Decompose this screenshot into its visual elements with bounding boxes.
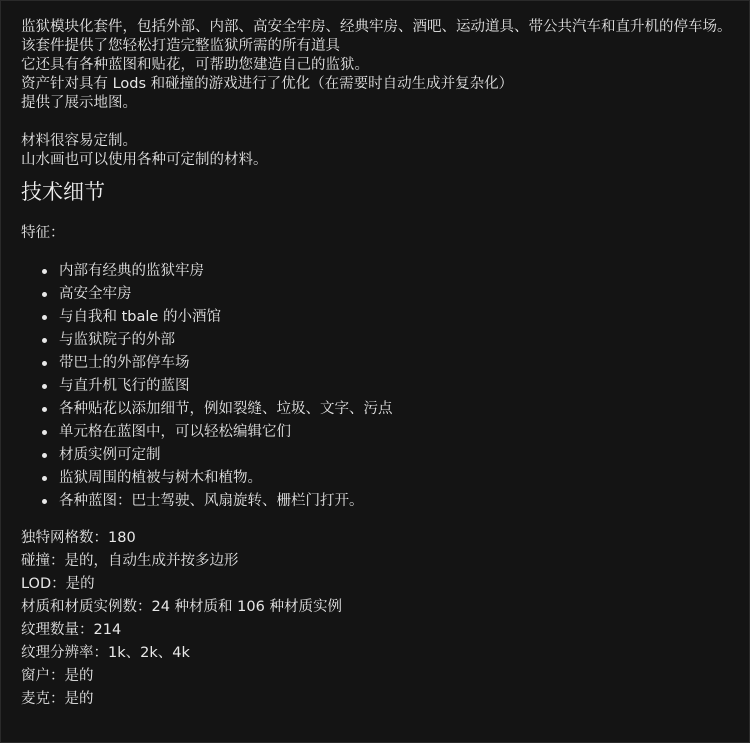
intro-line: 监狱模块化套件，包括外部、内部、高安全牢房、经典牢房、酒吧、运动道具、带公共汽车和直升机的停车场。 (21, 19, 732, 35)
feature-item: 单元格在蓝图中，可以轻松编辑它们 (59, 421, 741, 444)
intro-line: 资产针对具有 Lods 和碰撞的游戏进行了优化（在需要时自动生成并复杂化） (21, 76, 514, 92)
spec-unique-meshes: 独特网格数：180 (21, 530, 136, 546)
feature-item: 内部有经典的监狱牢房 (59, 260, 741, 283)
materials-line: 山水画也可以使用各种可定制的材料。 (21, 152, 268, 168)
description-content (21, 18, 741, 711)
intro-line: 该套件提供了您轻松打造完整监狱所需的所有道具 (21, 38, 340, 54)
materials-line: 材料很容易定制。 (21, 133, 137, 149)
features-label: 特征： (21, 225, 65, 241)
feature-item: 各种贴花以添加细节，例如裂缝、垃圾、文字、污点 (59, 398, 741, 421)
feature-item: 监狱周围的植被与树木和植物。 (59, 467, 741, 490)
intro-line: 提供了展示地图。 (21, 95, 137, 111)
feature-item: 与自我和 tbale 的小酒馆 (59, 306, 741, 329)
spec-windows: 窗户：是的 (21, 668, 94, 684)
paragraph-gap (21, 113, 741, 132)
specs-section (21, 527, 741, 711)
spec-mac: 麦克：是的 (21, 691, 94, 707)
section-title-tech-details: 技术细节 (21, 180, 105, 204)
spec-texture-count: 纹理数量：214 (21, 622, 122, 638)
feature-item: 材质实例可定制 (59, 444, 741, 467)
spec-lod: LOD：是的 (21, 576, 95, 592)
spec-collision: 碰撞：是的，自动生成并按多边形 (21, 553, 239, 569)
spec-materials: 材质和材质实例数：24 种材质和 106 种材质实例 (21, 599, 342, 615)
feature-item: 带巴士的外部停车场 (59, 352, 741, 375)
feature-item: 与直升机飞行的蓝图 (59, 375, 741, 398)
feature-list (21, 260, 741, 513)
feature-item: 与监狱院子的外部 (59, 329, 741, 352)
feature-item: 各种蓝图：巴士驾驶、风扇旋转、栅栏门打开。 (59, 490, 741, 513)
feature-item: 高安全牢房 (59, 283, 741, 306)
spec-texture-resolution: 纹理分辨率：1k、2k、4k (21, 645, 190, 661)
intro-section (21, 18, 741, 170)
intro-line: 它还具有各种蓝图和贴花，可帮助您建造自己的监狱。 (21, 57, 369, 73)
